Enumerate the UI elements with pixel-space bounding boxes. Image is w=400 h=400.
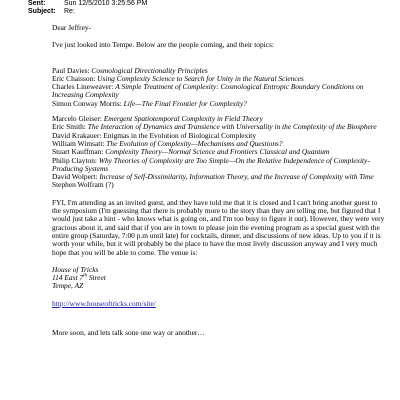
- venue-city: Tempe, AZ: [52, 281, 84, 291]
- speaker-topic: The Interaction of Dynamics and Transience with Universality in the Complexity of the Biosphere: [87, 122, 377, 132]
- speaker-item: [52, 83, 388, 100]
- speaker-topic: Cosmological Directionality Principles: [91, 65, 208, 75]
- speaker-topic: The Evolution of Complexity—Mechanisms and Questions?: [106, 138, 283, 148]
- speaker-name: Stuart Kauffman:: [52, 147, 106, 157]
- venue-street: [52, 274, 388, 282]
- speaker-name: Eric Smith:: [52, 122, 88, 132]
- speaker-name: David Krakauer: Enigmas in the Evolution of Biological Complexity: [52, 130, 257, 140]
- email-header: [28, 0, 147, 16]
- speaker-name: Philip Clayton:: [52, 155, 99, 165]
- street-number: 114 East 7: [52, 273, 84, 283]
- speaker-item: [52, 157, 388, 174]
- speaker-name: William Wimsatt:: [52, 138, 107, 148]
- speaker-topic: Increase of Self-Dissimilarity, Information Theory, and the Increase of Complexity with Time: [99, 172, 374, 182]
- closing-line: More soon, and lets talk sone one way or another…: [52, 328, 205, 338]
- speaker-name: Paul Davies:: [52, 65, 92, 75]
- street-suffix: th: [83, 273, 87, 279]
- subject-value: Re:: [64, 8, 75, 15]
- subject-row: [28, 8, 147, 16]
- sent-value: Sun 12/5/2010 3:25:56 PM: [64, 0, 148, 7]
- sent-label: Sent:: [28, 0, 46, 7]
- speaker-list-1: [52, 67, 388, 108]
- greeting: Dear Jeffrey-: [52, 23, 92, 32]
- speaker-topic: Emergent Spatiotemporal Complexity in Field Theory: [103, 114, 263, 124]
- subject-label: Subject:: [28, 8, 56, 15]
- speaker-list-2: [52, 115, 388, 190]
- intro-text: I've just looked into Tempe. Below are the people coming, and their topics:: [52, 40, 274, 50]
- info-paragraph: FYI, I'm attending as an invited guest, and they have told me that it is closed and I can't bring another guest to the symposium (I'm guessing that there is probably more to the story than they are telling me, but figured that I would just take a hint - who knows what is going on, and I'm too busy to figure it out). However, they were very gracious about it, and said that if you are in town to please join the evening program as a special guest with the entire group (Saturday, 7:00 p.m until late) for cocktails, dinner, and discussions of new ideas. Up to you if it is worth your while, but it will probably be the place to have the most lively discussion anyway and I very much hope that you will be able to come. The venue is:: [52, 197, 385, 257]
- speaker-item: [52, 100, 388, 108]
- speaker-name: Stephen Wolfram (?): [52, 180, 114, 190]
- speaker-topic: Using Complexity Science to Search for Unity in the Natural Sciences: [97, 73, 304, 83]
- speaker-topic: Why Theories of Complexity are Too Simple—On the Relative Independence of Complexity-Producing Systems: [52, 155, 370, 173]
- speaker-item: [52, 181, 388, 189]
- sent-row: [28, 0, 147, 8]
- speaker-name: Marcelo Gleiser:: [52, 114, 104, 124]
- speaker-topic: Complexity Theory—Normal Science and Frontiers Classical and Quantum: [105, 147, 330, 157]
- speaker-name: Charles Lineweaver:: [52, 82, 116, 92]
- speaker-name: Eric Chaisson:: [52, 73, 98, 83]
- speaker-name: Simon Conway Morris:: [52, 98, 124, 108]
- street-word: Street: [86, 273, 106, 283]
- speaker-topic: Life—The Final Frontier for Complexity?: [123, 98, 247, 108]
- email-body: [52, 24, 388, 337]
- speaker-name: David Wolpert:: [52, 172, 100, 182]
- venue-address: [52, 266, 388, 291]
- venue-link[interactable]: http://www.houseoftricks.com/site/: [52, 298, 156, 308]
- venue-name: House of Tricks: [52, 264, 99, 274]
- speaker-topic: A Simple Treatment of Complexity: Cosmological Entropic Boundary Conditions on Increasing Complexity: [52, 82, 364, 100]
